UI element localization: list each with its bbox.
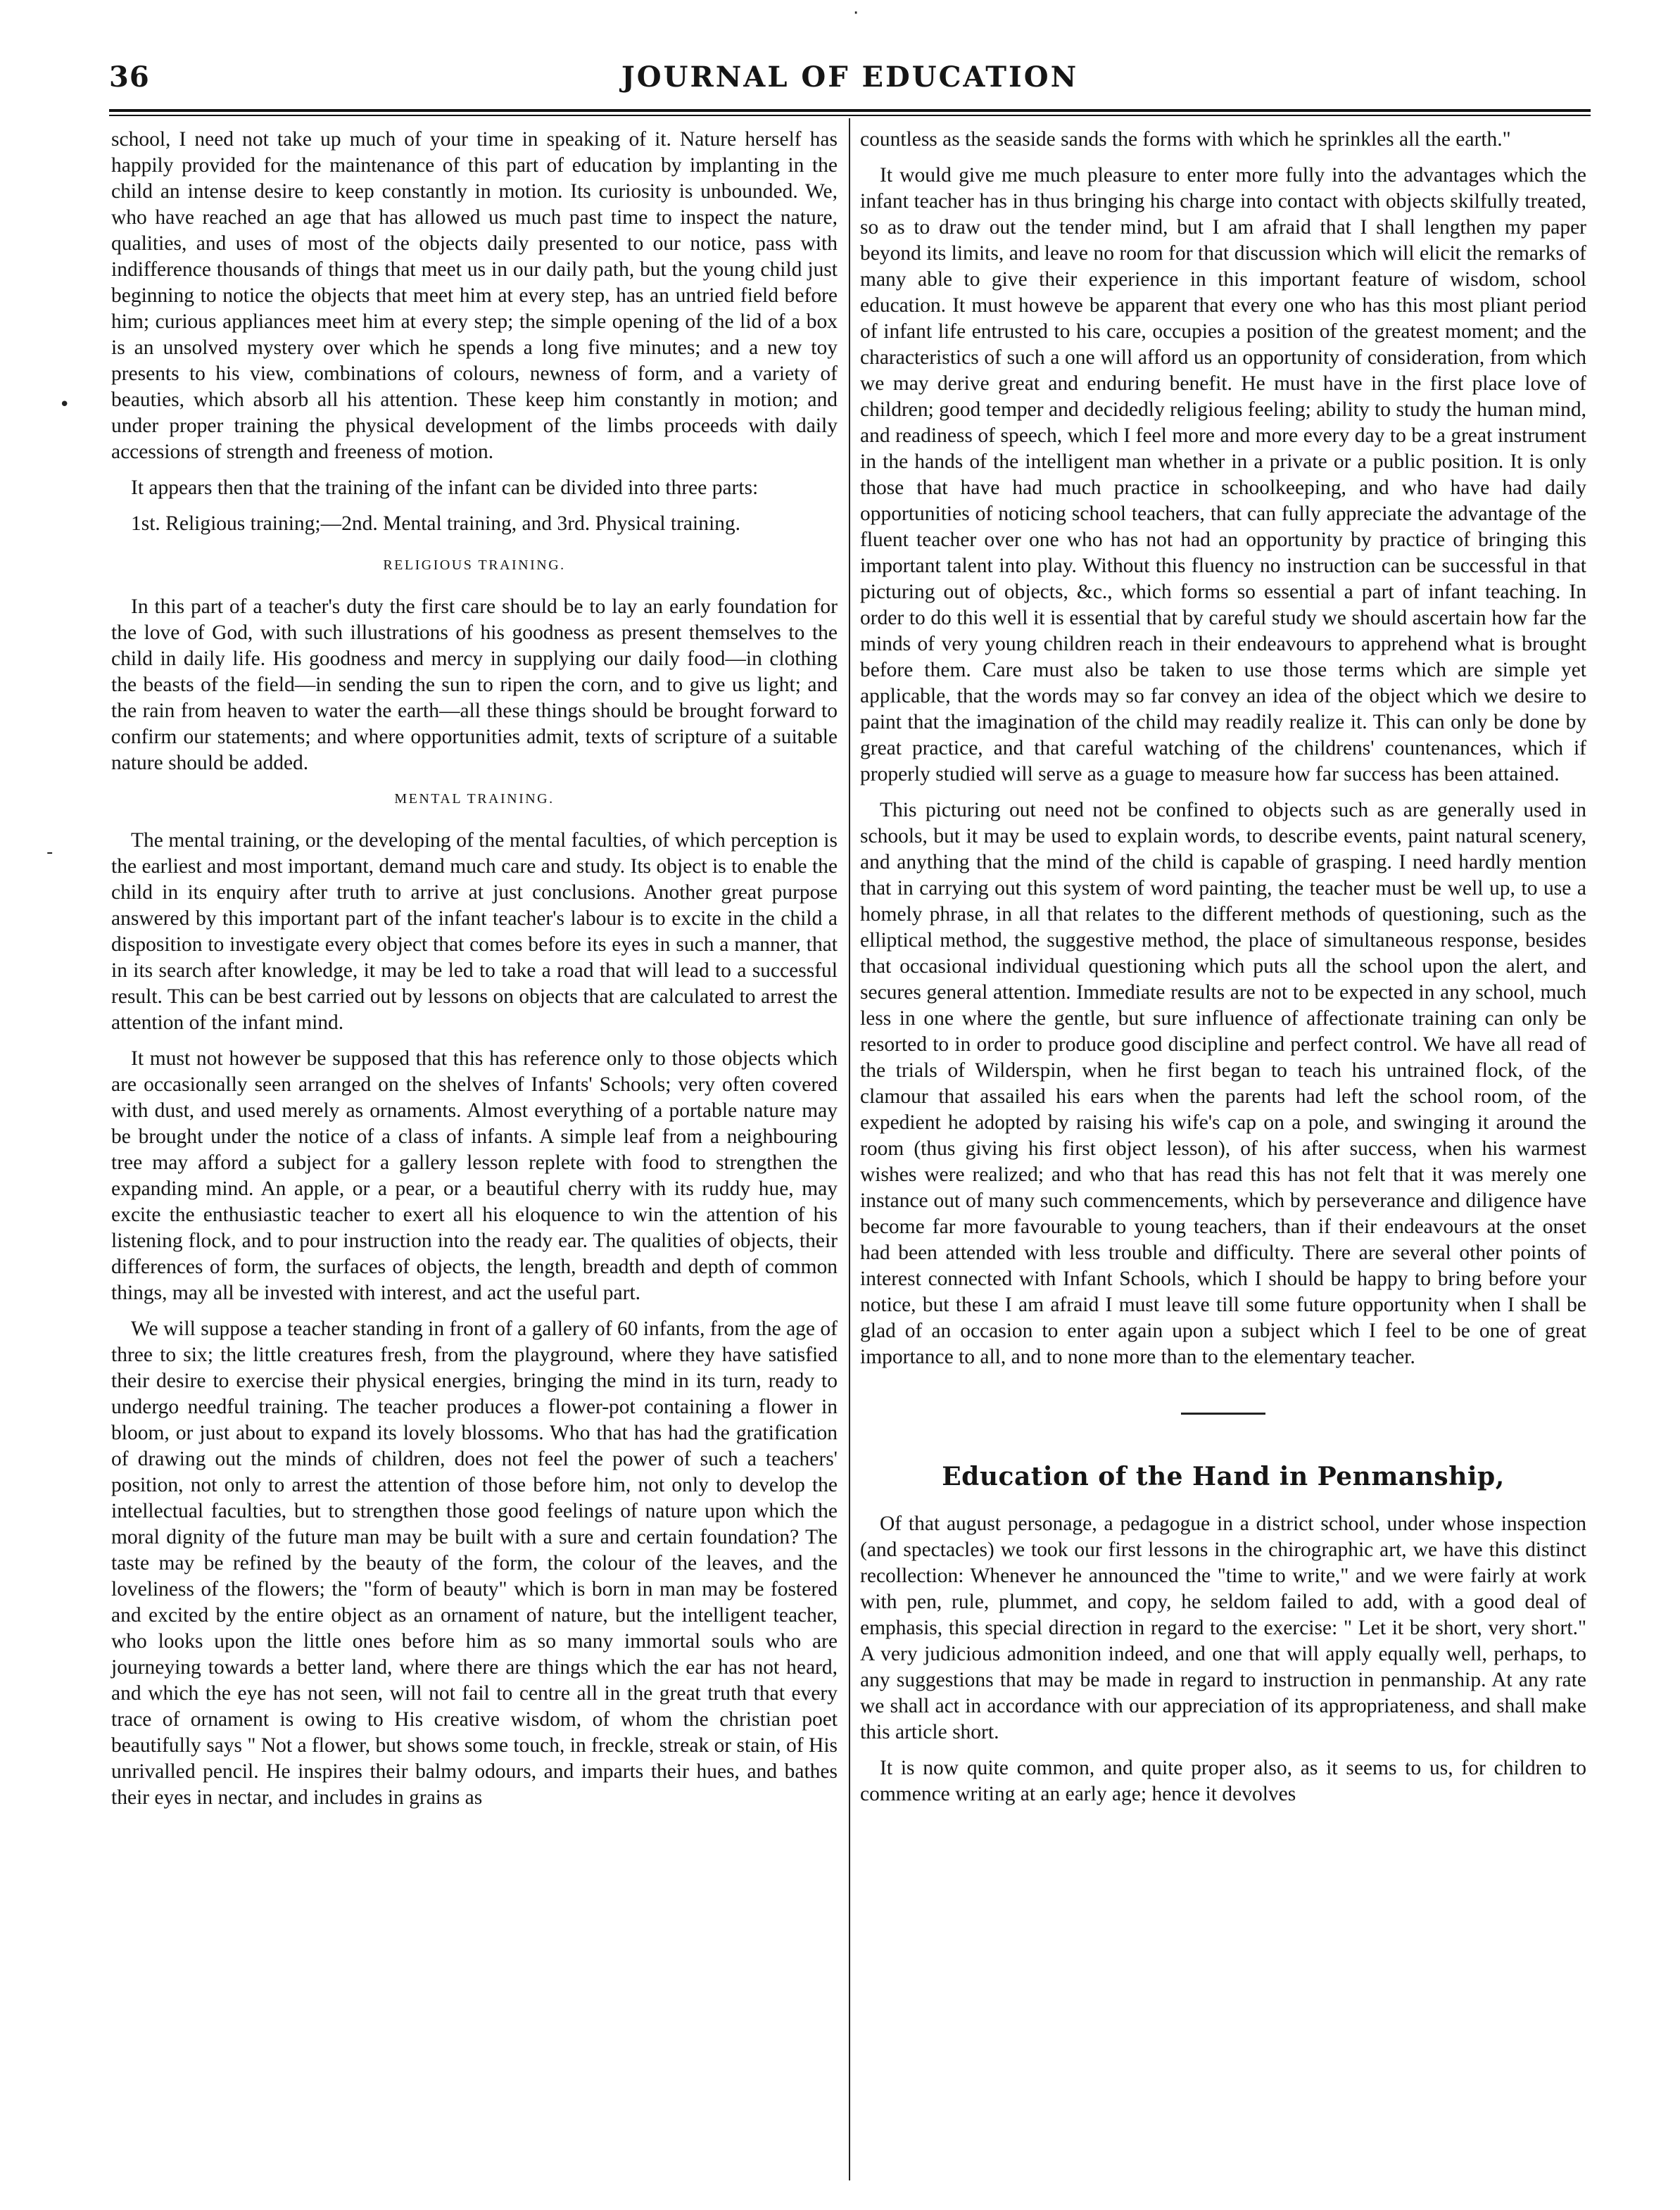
margin-dot-mark: • [59,394,70,415]
header-rule-thin [109,115,1591,116]
column-divider [849,118,850,2180]
paragraph: The mental training, or the developing of the mental faculties, of which perception is the earliest and most important, demand much care and study. Its object is to enable the child in its enquiry after truth to arrive at just conclusions. Another great purpose answered by this important part of the infant teacher's labour is to excite in the child a disposition to investigate every object that comes before its eyes in such a manner, that in its search after knowledge, it may be led to take a road that will lead to a successful result. This can be best carried out by lessons on objects that are calculated to arrest the attention of the infant mind. [111,829,838,1034]
article-title: Education of the Hand in Penmanship, [942,1462,1505,1491]
section-heading-religious: RELIGIOUS TRAINING. [383,557,566,573]
paragraph: It appears then that the training of the infant can be divided into three parts: [131,476,759,499]
section-heading-mental: MENTAL TRAINING. [394,791,555,807]
paragraph: Of that august personage, a pedagogue in a district school, under whose inspection (and spectacles) we took our first lessons in the chirographic art, we have this distinct recollection: Whenever he announced the "time to write," and we were fairly at work with pen, rule, plummet, and copy, he seldom failed to add, with a good deal of emphasis, this special direction in regard to the exercise: " Let it be short, very short." A very judicious admonition indeed, and one that will apply equally well, perhaps, to any suggestions that may be made in regard to instruction in penmanship. At any rate we shall act in accordance with our appreciation of its appropriateness, and shall make this article short. [860,1513,1586,1743]
right-column [860,127,1586,1817]
page-header [109,55,1591,104]
paragraph: 1st. Religious training;—2nd. Mental training, and 3rd. Physical training. [131,512,741,535]
paragraph: It is now quite common, and quite proper also, as it seems to us, for children to commence writing at an early age; hence it devolves [860,1757,1586,1805]
paragraph: It must not however be supposed that this has reference only to those objects which are occasionally seen arranged on the shelves of Infants' Schools; very often covered with dust, and used merely as ornaments. Almost everything of a portable nature may be brought under the notice of a class of infants. A simple leaf from a neighbouring tree may afford a subject for a gallery lesson replete with food to strengthen the expanding mind. An apple, or a pear, or a beautiful cherry with its ruddy hue, may excite the enthusiastic teacher to exert all his eloquence to win the attention of his listening flock, and to pour instruction into the ready ear. The qualities of objects, their differences of form, the surfaces of objects, the length, breadth and depth of common things, may all be invested with interest, and act the useful part. [111,1047,838,1304]
paragraph: It would give me much pleasure to enter more fully into the advantages which the infant teacher has in thus bringing his charge into contact with objects skilfully treated, so as to draw out the tender mind, but I am afraid that I shall lengthen my paper beyond its limits, and leave no room for that discussion which will elicit the remarks of many able to give their experience in this important feature of wisdom, school education. It must howeve be apparent that every one who has this most pliant period of infant life entrusted to his care, occupies a position of the greatest moment; and the characteristics of such a one will afford us an opportunity of consideration, from which we may derive great and enduring benefit. He must have in the first place love of children; good temper and decidedly religious feeling; ability to study the human mind, and readiness of speech, which I feel more and more every day to be a great instrument in the hands of the intelligent man whether in a private or a public position. It is only those that have had much practice in schoolkeeping, and who have had daily opportunities of noticing school teachers, that can fully appreciate the advantage of the fluent teacher over one who has not had an opportunity by practice of bringing this important talent into play. Without this fluency no instruction can be successful in that picturing out of objects, &c., which forms so essential a part of infant teaching. In order to do this well it is essential that by careful study we should ascertain how far the minds of very young children reach in their endeavours to apprehend what is brought before them. Care must also be taken to use those terms which are simple yet applicable, that the words may so far convey an idea of the object which we desire to paint that the imagination of the child may readily realize it. This can only be done by great practice, and that careful watching of the childrens' countenances, which if properly studied will serve as a guage to measure how far success has been attained. [860,164,1586,785]
paragraph: countless as the seaside sands the forms with which he sprinkles all the earth." [860,128,1511,151]
journal-title: JOURNAL OF EDUCATION [621,61,1079,94]
paragraph: school, I need not take up much of your time in speaking of it. Nature herself has happily provided for the maintenance of this part of education by implanting in the child an intense desire to keep constantly in motion. Its curiosity is unbounded. We, who have reached an age that has allowed us much past time to inspect the nature, qualities, and uses of most of the objects daily presented to our notice, pass with indifference thousands of things that meet us in our daily path, but the young child just beginning to notice the objects that meet him at every step, has an untried field before him; curious appliances meet him at every step; the simple opening of the lid of a box is an unsolved mystery over which he spends a long five minutes; and a new toy presents to his view, combinations of colours, newness of form, and a variety of beauties, which absorb all his attention. These keep him constantly in motion; and under proper training the physical development of the limbs proceeds with daily accessions of strength and freeness of motion. [111,128,838,463]
section-separator-rule [1181,1413,1265,1415]
left-column [111,127,838,1821]
margin-dash-mark: - [46,842,53,863]
paragraph: We will suppose a teacher standing in front of a gallery of 60 infants, from the age of three to six; the little creatures fresh, from the playground, where they have satisfied their desire to exercise their physical energies, bringing the mind in its turn, ready to undergo needful training. The teacher produces a flower-pot containing a flower in bloom, or just about to expand its lovely blossoms. Who that has had the gratification of drawing out the minds of children, does not feel the power of such a teachers' position, not only to arrest the attention of those before him, not only to develop the intellectual faculties, but to strengthen those good feelings of nature upon which the moral dignity of the future man may be built with a sure and certain foundation? The taste may be refined by the beauty of the form, the colour of the leaves, and the loveliness of the flowers; the "form of beauty" which is born in man may be fostered and excited by the entire object as an ornament of nature, but the intelligent teacher, who looks upon the little ones before him as so many immortal souls who are journeying towards a better land, where there are things which the ear has not heard, and which the eye has not seen, will not fail to centre all in the great truth that every trace of ornament is owing to His creative wisdom, of whom the christian poet beautifully says " Not a flower, but shows some touch, in freckle, streak or stain, of His unrivalled pencil. He inspires their balmy odours, and imparts their hues, and bathes their eyes in nectar, and includes in grains as [111,1318,838,1809]
paragraph: In this part of a teacher's duty the first care should be to lay an early foundation for the love of God, with such illustrations of his goodness as present themselves to the child in daily life. His goodness and mercy in supplying our daily food—in clothing the beasts of the field—in sending the sun to ripen the corn, and to give us light; and the rain from heaven to water the earth—all these things should be brought forward to confirm our statements; and where opportunities admit, texts of scripture of a suitable nature should be added. [111,595,838,774]
page-number: 36 [109,61,150,94]
paragraph: This picturing out need not be confined to objects such as are generally used in schools, but it may be used to explain words, to describe events, paint natural scenery, and anything that the mind of the child is capable of grasping. I need hardly mention that in carrying out this system of word painting, the teacher must be well up, to use a homely phrase, in all that relates to the different methods of questioning, such as the elliptical method, the suggestive method, the place of simultaneous response, besides that occasional individual questioning which puts all the school upon the alert, and secures general attention. Immediate results are not to be expected in any school, much less in one where the gentle, but sure influence of affectionate training can only be resorted to in order to produce good discipline and perfect control. We have all read of the trials of Wilderspin, when he first began to teach his untrained flock, of the clamour that assailed his ears when the parents had left the school room, of the expedient he adopted by raising his wife's cap on a pole, and swinging it around the room (thus giving his first object lesson), of his after success, when his warmest wishes were realized; and who that has read this has not felt that it was merely one instance out of many such commencements, which by perseverance and diligence have become far more favourable to young teachers, than if their endeavours at the onset had been attended with less trouble and difficulty. There are several other points of interest connected with Infant Schools, which I should be happy to bring before your notice, but these I am afraid I must leave till some future opportunity when I shall be glad of an occasion to enter again upon a subject which I feel to be one of great importance to all, and to none more than to the elementary teacher. [860,799,1586,1368]
margin-dot-mark: · [853,3,859,24]
header-rule-thick [109,109,1591,112]
